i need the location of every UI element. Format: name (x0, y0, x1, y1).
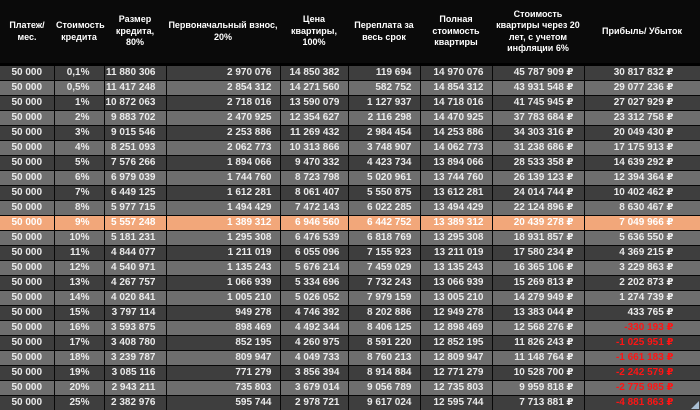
column-header-loan-size-80[interactable]: Размер кредита, 80% (104, 0, 166, 65)
cell-overpayment-total[interactable]: 582 752 (348, 81, 420, 96)
cell-loan-size-80[interactable]: 5 977 715 (104, 201, 166, 216)
cell-cost-after-20-years[interactable]: 11 826 243 ₽ (492, 336, 584, 351)
cell-overpayment-total[interactable]: 5 020 961 (348, 171, 420, 186)
cell-down-payment-20[interactable]: 2 253 886 (166, 126, 280, 141)
cell-profit-loss[interactable]: 29 077 236 ₽ (584, 81, 700, 96)
table-row (0, 111, 700, 126)
cell-down-payment-20[interactable]: 2 470 925 (166, 111, 280, 126)
cell-cost-after-20-years[interactable]: 12 568 276 ₽ (492, 321, 584, 336)
cell-down-payment-20[interactable]: 1 135 243 (166, 261, 280, 276)
cell-down-payment-20[interactable]: 771 279 (166, 366, 280, 381)
cell-apartment-price-100[interactable]: 5 676 214 (280, 261, 348, 276)
cell-profit-loss[interactable]: 12 394 364 ₽ (584, 171, 700, 186)
cell-loan-size-80[interactable]: 9 883 702 (104, 111, 166, 126)
cell-overpayment-total[interactable]: 6 022 285 (348, 201, 420, 216)
cell-full-apartment-cost[interactable]: 12 771 279 (420, 366, 492, 381)
cell-profit-loss[interactable]: 20 049 430 ₽ (584, 126, 700, 141)
column-header-apartment-price-100[interactable]: Цена квартиры, 100% (280, 0, 348, 65)
cell-loan-rate[interactable]: 20% (54, 381, 104, 396)
cell-apartment-price-100[interactable]: 5 026 052 (280, 291, 348, 306)
cell-cost-after-20-years[interactable]: 17 580 234 ₽ (492, 246, 584, 261)
cell-loan-rate[interactable]: 4% (54, 141, 104, 156)
cell-apartment-price-100[interactable]: 6 476 539 (280, 231, 348, 246)
cell-profit-loss[interactable]: 4 369 215 ₽ (584, 246, 700, 261)
column-header-payment-per-month[interactable]: Платеж/ мес. (0, 0, 54, 65)
column-header-down-payment-20[interactable]: Первоначальный взнос, 20% (166, 0, 280, 65)
cell-loan-size-80[interactable]: 3 239 787 (104, 351, 166, 366)
cell-apartment-price-100[interactable]: 7 472 143 (280, 201, 348, 216)
cell-cost-after-20-years[interactable]: 10 528 700 ₽ (492, 366, 584, 381)
cell-apartment-price-100[interactable]: 4 260 975 (280, 336, 348, 351)
cell-overpayment-total[interactable]: 7 979 159 (348, 291, 420, 306)
cell-down-payment-20[interactable]: 2 062 773 (166, 141, 280, 156)
cell-profit-loss[interactable]: 8 630 467 ₽ (584, 201, 700, 216)
cell-overpayment-total[interactable]: 9 617 024 (348, 396, 420, 410)
cell-payment-per-month[interactable]: 50 000 (0, 111, 54, 126)
cell-apartment-price-100[interactable]: 14 271 560 (280, 81, 348, 96)
table-row (0, 261, 700, 276)
cell-payment-per-month[interactable]: 50 000 (0, 381, 54, 396)
cell-apartment-price-100[interactable]: 10 313 866 (280, 141, 348, 156)
cell-down-payment-20[interactable]: 1 295 308 (166, 231, 280, 246)
column-header-cost-after-20-years[interactable]: Стоимость квартиры через 20 лет, с учетом инфляции 6% (492, 0, 584, 65)
cell-down-payment-20[interactable]: 852 195 (166, 336, 280, 351)
cell-cost-after-20-years[interactable]: 11 148 764 ₽ (492, 351, 584, 366)
table-row (0, 201, 700, 216)
cell-apartment-price-100[interactable]: 8 061 407 (280, 186, 348, 201)
cell-loan-rate[interactable]: 18% (54, 351, 104, 366)
cell-cost-after-20-years[interactable]: 37 783 684 ₽ (492, 111, 584, 126)
cell-loan-rate[interactable]: 2% (54, 111, 104, 126)
cell-overpayment-total[interactable]: 8 202 886 (348, 306, 420, 321)
cell-cost-after-20-years[interactable]: 7 713 881 ₽ (492, 396, 584, 410)
cell-profit-loss[interactable]: -4 881 863 ₽ (584, 396, 700, 410)
cell-overpayment-total[interactable]: 8 914 884 (348, 366, 420, 381)
cell-down-payment-20[interactable]: 1 612 281 (166, 186, 280, 201)
cell-full-apartment-cost[interactable]: 13 894 066 (420, 156, 492, 171)
cell-payment-per-month[interactable]: 50 000 (0, 96, 54, 111)
cell-apartment-price-100[interactable]: 13 590 079 (280, 96, 348, 111)
cell-profit-loss[interactable]: -2 775 985 ₽ (584, 381, 700, 396)
table-row (0, 336, 700, 351)
cell-loan-rate[interactable]: 5% (54, 156, 104, 171)
cell-loan-size-80[interactable]: 2 943 211 (104, 381, 166, 396)
cell-cost-after-20-years[interactable]: 14 279 949 ₽ (492, 291, 584, 306)
cell-loan-rate[interactable]: 19% (54, 366, 104, 381)
cell-down-payment-20[interactable]: 949 278 (166, 306, 280, 321)
cell-loan-rate[interactable]: 7% (54, 186, 104, 201)
cell-overpayment-total[interactable]: 8 591 220 (348, 336, 420, 351)
table-row (0, 396, 700, 410)
cell-down-payment-20[interactable]: 2 854 312 (166, 81, 280, 96)
cell-apartment-price-100[interactable]: 9 470 332 (280, 156, 348, 171)
cell-down-payment-20[interactable]: 1 894 066 (166, 156, 280, 171)
column-header-full-apartment-cost[interactable]: Полная стоимость квартиры (420, 0, 492, 65)
cell-down-payment-20[interactable]: 2 718 016 (166, 96, 280, 111)
cell-loan-size-80[interactable]: 3 797 114 (104, 306, 166, 321)
cell-profit-loss[interactable]: 30 817 832 ₽ (584, 65, 700, 81)
cell-loan-rate[interactable]: 14% (54, 291, 104, 306)
cell-apartment-price-100[interactable]: 6 946 560 (280, 216, 348, 231)
table-row (0, 96, 700, 111)
table-row (0, 171, 700, 186)
cell-profit-loss[interactable]: 2 202 873 ₽ (584, 276, 700, 291)
cell-loan-size-80[interactable]: 6 449 125 (104, 186, 166, 201)
table-row (0, 186, 700, 201)
cell-cost-after-20-years[interactable]: 20 439 278 ₽ (492, 216, 584, 231)
cell-payment-per-month[interactable]: 50 000 (0, 306, 54, 321)
cell-overpayment-total[interactable]: 8 760 213 (348, 351, 420, 366)
cell-full-apartment-cost[interactable]: 12 595 744 (420, 396, 492, 410)
cell-full-apartment-cost[interactable]: 13 005 210 (420, 291, 492, 306)
cell-payment-per-month[interactable]: 50 000 (0, 201, 54, 216)
cell-loan-rate[interactable]: 13% (54, 276, 104, 291)
cell-loan-rate[interactable]: 16% (54, 321, 104, 336)
cell-payment-per-month[interactable]: 50 000 (0, 126, 54, 141)
cell-payment-per-month[interactable]: 50 000 (0, 141, 54, 156)
table-row (0, 276, 700, 291)
cell-profit-loss[interactable]: 3 229 863 ₽ (584, 261, 700, 276)
cell-cost-after-20-years[interactable]: 34 303 316 ₽ (492, 126, 584, 141)
cell-down-payment-20[interactable]: 898 469 (166, 321, 280, 336)
cell-overpayment-total[interactable]: 3 748 907 (348, 141, 420, 156)
cell-loan-rate[interactable]: 15% (54, 306, 104, 321)
cell-loan-rate[interactable]: 0,1% (54, 65, 104, 81)
table-row (0, 126, 700, 141)
cell-profit-loss[interactable]: 1 274 739 ₽ (584, 291, 700, 306)
cell-apartment-price-100[interactable]: 12 354 627 (280, 111, 348, 126)
cell-loan-size-80[interactable]: 6 979 039 (104, 171, 166, 186)
cell-apartment-price-100[interactable]: 6 055 096 (280, 246, 348, 261)
cell-overpayment-total[interactable]: 6 442 752 (348, 216, 420, 231)
cell-apartment-price-100[interactable]: 4 746 392 (280, 306, 348, 321)
cell-cost-after-20-years[interactable]: 45 787 909 ₽ (492, 65, 584, 81)
cell-overpayment-total[interactable]: 9 056 789 (348, 381, 420, 396)
cell-full-apartment-cost[interactable]: 13 389 312 (420, 216, 492, 231)
cell-payment-per-month[interactable]: 50 000 (0, 65, 54, 81)
cell-apartment-price-100[interactable]: 4 049 733 (280, 351, 348, 366)
cell-overpayment-total[interactable]: 7 155 923 (348, 246, 420, 261)
cell-payment-per-month[interactable]: 50 000 (0, 396, 54, 410)
cell-profit-loss[interactable]: 17 175 913 ₽ (584, 141, 700, 156)
table-row (0, 381, 700, 396)
cell-loan-rate[interactable]: 12% (54, 261, 104, 276)
cell-full-apartment-cost[interactable]: 13 612 281 (420, 186, 492, 201)
cell-profit-loss[interactable]: -1 025 951 ₽ (584, 336, 700, 351)
cell-loan-size-80[interactable]: 9 015 546 (104, 126, 166, 141)
cell-apartment-price-100[interactable]: 4 492 344 (280, 321, 348, 336)
column-header-loan-rate[interactable]: Стоимость кредита (54, 0, 104, 65)
cell-payment-per-month[interactable]: 50 000 (0, 186, 54, 201)
cell-overpayment-total[interactable]: 119 694 (348, 65, 420, 81)
cell-overpayment-total[interactable]: 4 423 734 (348, 156, 420, 171)
cell-cost-after-20-years[interactable]: 18 931 857 ₽ (492, 231, 584, 246)
cell-profit-loss[interactable]: 23 312 758 ₽ (584, 111, 700, 126)
cell-down-payment-20[interactable]: 1 494 429 (166, 201, 280, 216)
cell-payment-per-month[interactable]: 50 000 (0, 276, 54, 291)
cell-cost-after-20-years[interactable]: 9 959 818 ₽ (492, 381, 584, 396)
cell-cost-after-20-years[interactable]: 16 365 106 ₽ (492, 261, 584, 276)
cell-loan-size-80[interactable]: 11 417 248 (104, 81, 166, 96)
cell-overpayment-total[interactable]: 7 459 029 (348, 261, 420, 276)
cell-apartment-price-100[interactable]: 2 978 721 (280, 396, 348, 410)
cell-profit-loss[interactable]: -2 242 579 ₽ (584, 366, 700, 381)
cell-loan-rate[interactable]: 11% (54, 246, 104, 261)
cell-payment-per-month[interactable]: 50 000 (0, 156, 54, 171)
cell-loan-size-80[interactable]: 4 844 077 (104, 246, 166, 261)
cell-full-apartment-cost[interactable]: 13 494 429 (420, 201, 492, 216)
cell-full-apartment-cost[interactable]: 14 718 016 (420, 96, 492, 111)
column-header-profit-loss[interactable]: Прибыль/ Убыток (584, 0, 700, 65)
cell-cost-after-20-years[interactable]: 15 269 813 ₽ (492, 276, 584, 291)
cell-payment-per-month[interactable]: 50 000 (0, 261, 54, 276)
cell-full-apartment-cost[interactable]: 13 066 939 (420, 276, 492, 291)
cell-payment-per-month[interactable]: 50 000 (0, 246, 54, 261)
cell-full-apartment-cost[interactable]: 12 898 469 (420, 321, 492, 336)
cell-payment-per-month[interactable]: 50 000 (0, 351, 54, 366)
cell-loan-size-80[interactable]: 4 020 841 (104, 291, 166, 306)
table-row (0, 156, 700, 171)
cell-full-apartment-cost[interactable]: 13 135 243 (420, 261, 492, 276)
cell-full-apartment-cost[interactable]: 13 744 760 (420, 171, 492, 186)
cell-full-apartment-cost[interactable]: 14 062 773 (420, 141, 492, 156)
table-row (0, 291, 700, 306)
cell-full-apartment-cost[interactable]: 12 852 195 (420, 336, 492, 351)
cell-apartment-price-100[interactable]: 11 269 432 (280, 126, 348, 141)
cell-payment-per-month[interactable]: 50 000 (0, 366, 54, 381)
table-row (0, 141, 700, 156)
cell-loan-size-80[interactable]: 5 557 248 (104, 216, 166, 231)
cell-overpayment-total[interactable]: 5 550 875 (348, 186, 420, 201)
cell-loan-rate[interactable]: 10% (54, 231, 104, 246)
cell-loan-size-80[interactable]: 2 382 976 (104, 396, 166, 410)
cell-loan-size-80[interactable]: 5 181 231 (104, 231, 166, 246)
table-row (0, 231, 700, 246)
cell-profit-loss[interactable]: -330 193 ₽ (584, 321, 700, 336)
cell-payment-per-month[interactable]: 50 000 (0, 171, 54, 186)
cell-overpayment-total[interactable]: 8 406 125 (348, 321, 420, 336)
cell-cost-after-20-years[interactable]: 41 745 945 ₽ (492, 96, 584, 111)
cell-loan-rate[interactable]: 9% (54, 216, 104, 231)
cell-loan-size-80[interactable]: 8 251 093 (104, 141, 166, 156)
cell-profit-loss[interactable]: 14 639 292 ₽ (584, 156, 700, 171)
cell-full-apartment-cost[interactable]: 14 470 925 (420, 111, 492, 126)
cell-down-payment-20[interactable]: 1 744 760 (166, 171, 280, 186)
table-row (0, 246, 700, 261)
cell-loan-rate[interactable]: 3% (54, 126, 104, 141)
cell-overpayment-total[interactable]: 7 732 243 (348, 276, 420, 291)
cell-overpayment-total[interactable]: 2 984 454 (348, 126, 420, 141)
header-row (0, 0, 700, 65)
cell-down-payment-20[interactable]: 1 005 210 (166, 291, 280, 306)
cell-profit-loss[interactable]: 7 049 966 ₽ (584, 216, 700, 231)
cell-loan-rate[interactable]: 6% (54, 171, 104, 186)
cell-loan-rate[interactable]: 8% (54, 201, 104, 216)
cell-apartment-price-100[interactable]: 8 723 798 (280, 171, 348, 186)
cell-loan-size-80[interactable]: 11 880 306 (104, 65, 166, 81)
cell-payment-per-month[interactable]: 50 000 (0, 216, 54, 231)
cell-full-apartment-cost[interactable]: 14 854 312 (420, 81, 492, 96)
cell-apartment-price-100[interactable]: 3 679 014 (280, 381, 348, 396)
cell-cost-after-20-years[interactable]: 28 533 358 ₽ (492, 156, 584, 171)
table-row (0, 366, 700, 381)
cell-overpayment-total[interactable]: 1 127 937 (348, 96, 420, 111)
cell-cost-after-20-years[interactable]: 22 124 896 ₽ (492, 201, 584, 216)
cell-loan-rate[interactable]: 25% (54, 396, 104, 410)
cell-loan-size-80[interactable]: 10 872 063 (104, 96, 166, 111)
cell-payment-per-month[interactable]: 50 000 (0, 291, 54, 306)
cell-profit-loss[interactable]: -1 661 183 ₽ (584, 351, 700, 366)
cell-payment-per-month[interactable]: 50 000 (0, 336, 54, 351)
cell-loan-size-80[interactable]: 4 267 757 (104, 276, 166, 291)
cell-loan-size-80[interactable]: 4 540 971 (104, 261, 166, 276)
cell-cost-after-20-years[interactable]: 13 383 044 ₽ (492, 306, 584, 321)
fill-handle-icon[interactable] (691, 401, 699, 409)
cell-cost-after-20-years[interactable]: 24 014 744 ₽ (492, 186, 584, 201)
cell-cost-after-20-years[interactable]: 31 238 686 ₽ (492, 141, 584, 156)
cell-loan-size-80[interactable]: 7 576 266 (104, 156, 166, 171)
table-row (0, 81, 700, 96)
cell-cost-after-20-years[interactable]: 43 931 548 ₽ (492, 81, 584, 96)
cell-down-payment-20[interactable]: 1 389 312 (166, 216, 280, 231)
cell-full-apartment-cost[interactable]: 12 949 278 (420, 306, 492, 321)
cell-apartment-price-100[interactable]: 14 850 382 (280, 65, 348, 81)
cell-profit-loss[interactable]: 433 765 ₽ (584, 306, 700, 321)
cell-payment-per-month[interactable]: 50 000 (0, 321, 54, 336)
cell-down-payment-20[interactable]: 735 803 (166, 381, 280, 396)
cell-full-apartment-cost[interactable]: 13 295 308 (420, 231, 492, 246)
cell-payment-per-month[interactable]: 50 000 (0, 231, 54, 246)
cell-loan-rate[interactable]: 0,5% (54, 81, 104, 96)
cell-apartment-price-100[interactable]: 3 856 394 (280, 366, 348, 381)
cell-overpayment-total[interactable]: 6 818 769 (348, 231, 420, 246)
cell-profit-loss[interactable]: 27 027 929 ₽ (584, 96, 700, 111)
cell-apartment-price-100[interactable]: 5 334 696 (280, 276, 348, 291)
cell-down-payment-20[interactable]: 1 066 939 (166, 276, 280, 291)
cell-down-payment-20[interactable]: 595 744 (166, 396, 280, 410)
column-header-overpayment-total[interactable]: Переплата за весь срок (348, 0, 420, 65)
table-row (0, 351, 700, 366)
cell-full-apartment-cost[interactable]: 13 211 019 (420, 246, 492, 261)
cell-cost-after-20-years[interactable]: 26 139 123 ₽ (492, 171, 584, 186)
cell-down-payment-20[interactable]: 809 947 (166, 351, 280, 366)
cell-full-apartment-cost[interactable]: 14 253 886 (420, 126, 492, 141)
table-row (0, 216, 700, 231)
cell-full-apartment-cost[interactable]: 12 809 947 (420, 351, 492, 366)
cell-profit-loss[interactable]: 10 402 462 ₽ (584, 186, 700, 201)
cell-loan-size-80[interactable]: 3 593 875 (104, 321, 166, 336)
table-row (0, 306, 700, 321)
cell-loan-size-80[interactable]: 3 408 780 (104, 336, 166, 351)
cell-down-payment-20[interactable]: 2 970 076 (166, 65, 280, 81)
cell-loan-size-80[interactable]: 3 085 116 (104, 366, 166, 381)
cell-profit-loss[interactable]: 5 636 550 ₽ (584, 231, 700, 246)
cell-overpayment-total[interactable]: 2 116 298 (348, 111, 420, 126)
cell-full-apartment-cost[interactable]: 12 735 803 (420, 381, 492, 396)
cell-loan-rate[interactable]: 1% (54, 96, 104, 111)
cell-full-apartment-cost[interactable]: 14 970 076 (420, 65, 492, 81)
table-row (0, 65, 700, 81)
table-body (0, 65, 700, 410)
cell-loan-rate[interactable]: 17% (54, 336, 104, 351)
cell-down-payment-20[interactable]: 1 211 019 (166, 246, 280, 261)
table-row (0, 321, 700, 336)
cell-payment-per-month[interactable]: 50 000 (0, 81, 54, 96)
